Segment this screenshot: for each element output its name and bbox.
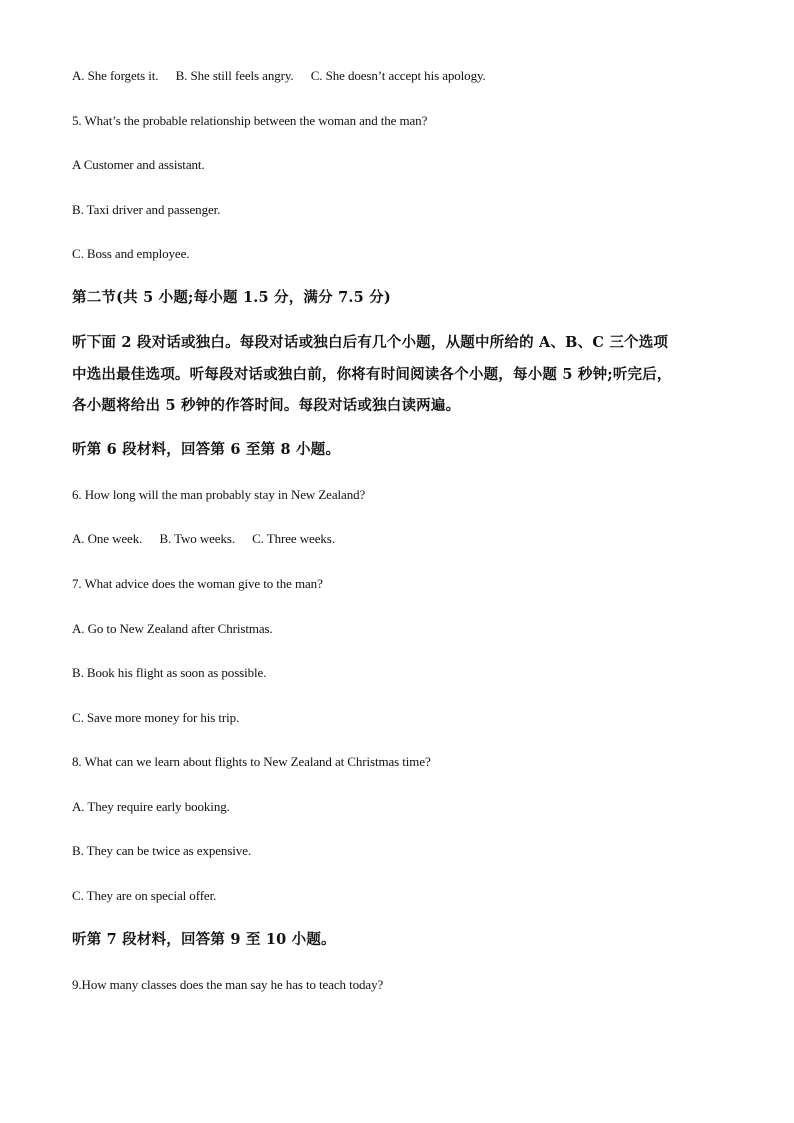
question-5: 5. What’s the probable relationship between the woman and the man?: [72, 113, 428, 128]
section-2-instruction-line-2: 中选出最佳选项。听每段对话或独白前，你将有时间阅读各个小题，每小题 5 秒钟;听完后，: [72, 366, 672, 383]
passage-6-heading: 听第 6 段材料，回答第 6 至第 8 小题。: [72, 441, 341, 458]
question-7: 7. What advice does the woman give to the man?: [72, 576, 323, 591]
q6-options: [72, 530, 335, 548]
q7-option-c[interactable]: C. Save more money for his trip.: [72, 710, 240, 725]
q4-options: [72, 67, 486, 85]
section-2-instruction-line-3: 各小题将给出 5 秒钟的作答时间。每段对话或独白读两遍。: [72, 397, 461, 414]
q6-option-c[interactable]: C. Three weeks.: [252, 531, 335, 546]
q4-option-c[interactable]: C. She doesn’t accept his apology.: [310, 68, 486, 83]
q5-option-b[interactable]: B. Taxi driver and passenger.: [72, 202, 221, 217]
q5-option-a[interactable]: A Customer and assistant.: [72, 157, 205, 172]
q4-option-b[interactable]: B. She still feels angry.: [175, 68, 294, 83]
question-6: 6. How long will the man probably stay in New Zealand?: [72, 487, 366, 502]
q8-option-b[interactable]: B. They can be twice as expensive.: [72, 843, 252, 858]
q8-option-c[interactable]: C. They are on special offer.: [72, 888, 217, 903]
q5-option-c[interactable]: C. Boss and employee.: [72, 246, 190, 261]
section-2-instruction-line-1: 听下面 2 段对话或独白。每段对话或独白后有几个小题，从题中所给的 A、B、C 三个选项: [72, 334, 669, 351]
question-8: 8. What can we learn about flights to New Zealand at Christmas time?: [72, 754, 431, 769]
passage-7-heading: 听第 7 段材料，回答第 9 至 10 小题。: [72, 931, 336, 948]
q6-option-a[interactable]: A. One week.: [72, 531, 143, 546]
q7-option-b[interactable]: B. Book his flight as soon as possible.: [72, 665, 267, 680]
q7-option-a[interactable]: A. Go to New Zealand after Christmas.: [72, 621, 273, 636]
question-9: 9.How many classes does the man say he has to teach today?: [72, 977, 384, 992]
q6-option-b[interactable]: B. Two weeks.: [159, 531, 235, 546]
q8-option-a[interactable]: A. They require early booking.: [72, 799, 230, 814]
section-2-title: 第二节(共 5 小题;每小题 1.5 分，满分 7.5 分): [72, 289, 391, 306]
q4-option-a[interactable]: A. She forgets it.: [72, 68, 159, 83]
